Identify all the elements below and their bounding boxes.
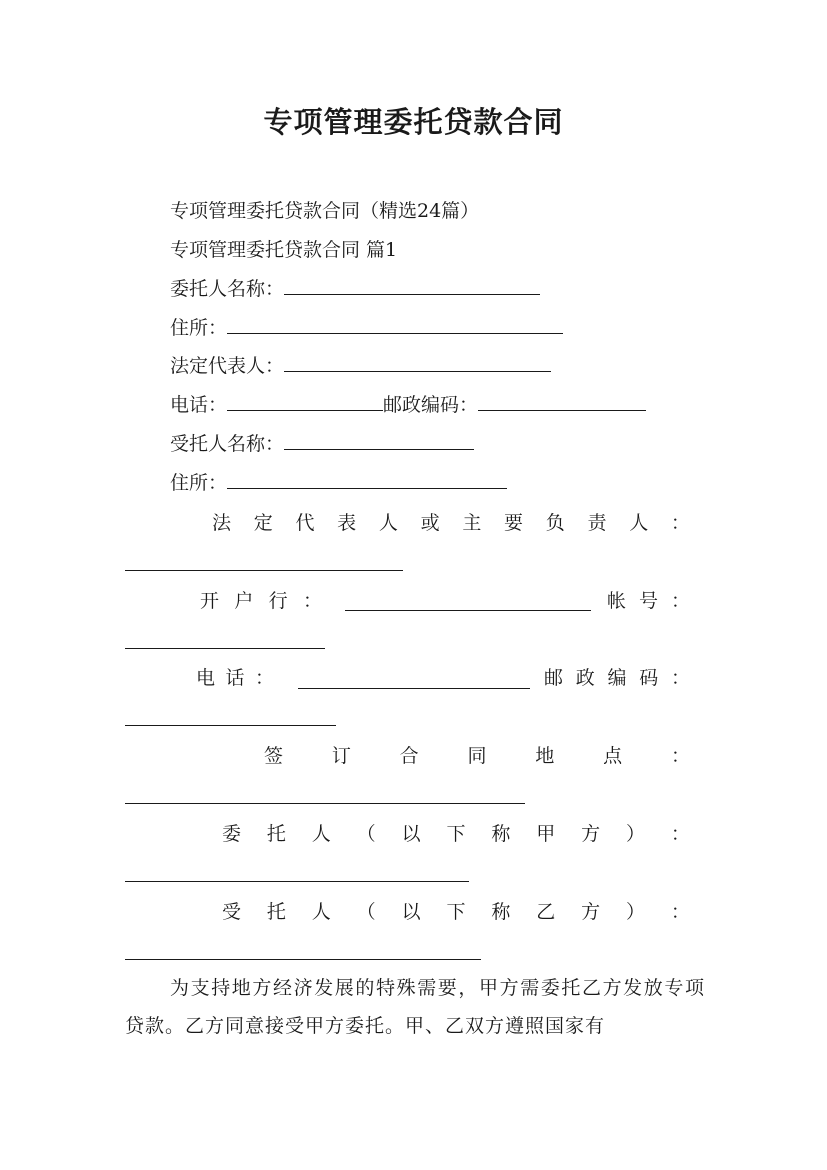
phone1-label: 电话： bbox=[170, 394, 228, 416]
char: 方 bbox=[581, 823, 601, 845]
document-title: 专项管理委托贷款合同 bbox=[263, 105, 564, 139]
phone1-blank[interactable] bbox=[227, 392, 383, 411]
char: （ bbox=[356, 901, 376, 923]
char: 委 bbox=[222, 823, 242, 845]
address2-blank[interactable] bbox=[227, 470, 507, 489]
address1-row bbox=[170, 315, 563, 341]
char: （ bbox=[356, 823, 376, 845]
legal-or-main-row bbox=[212, 510, 690, 536]
char: 地 bbox=[535, 745, 555, 767]
address2-row bbox=[170, 470, 507, 496]
char: 托 bbox=[266, 823, 286, 845]
section-heading: 专项管理委托贷款合同 篇1 bbox=[170, 239, 398, 261]
account-blank[interactable] bbox=[125, 647, 325, 649]
char: 乙 bbox=[536, 901, 556, 923]
char: 开 bbox=[200, 590, 220, 612]
char: ） bbox=[626, 823, 646, 845]
sign-place-row bbox=[264, 743, 690, 769]
char: 点 bbox=[603, 745, 623, 767]
char: ） bbox=[626, 901, 646, 923]
char: 码 bbox=[639, 667, 659, 689]
char: ： bbox=[302, 590, 322, 612]
char: 表 bbox=[337, 512, 357, 534]
char: 号 bbox=[638, 590, 658, 612]
postal2-blank[interactable] bbox=[125, 724, 336, 726]
principal-name-blank[interactable] bbox=[284, 276, 540, 295]
phone2-blank[interactable] bbox=[298, 687, 530, 689]
postal2-label bbox=[544, 665, 690, 691]
char: 人 bbox=[311, 823, 331, 845]
party-b-row bbox=[222, 899, 690, 925]
char: 话 bbox=[225, 667, 245, 689]
char: ： bbox=[670, 823, 690, 845]
char: 同 bbox=[467, 745, 487, 767]
char: 负 bbox=[545, 512, 565, 534]
char: 下 bbox=[446, 823, 466, 845]
phone1-row bbox=[170, 392, 646, 418]
char: 以 bbox=[401, 901, 421, 923]
char: 方 bbox=[581, 901, 601, 923]
char: 托 bbox=[266, 901, 286, 923]
char: 称 bbox=[491, 823, 511, 845]
char: 帐 bbox=[607, 590, 627, 612]
legal-rep-label: 法定代表人： bbox=[170, 355, 285, 377]
char: 合 bbox=[399, 745, 419, 767]
char: 政 bbox=[575, 667, 595, 689]
bank-label bbox=[200, 588, 322, 614]
char: 主 bbox=[462, 512, 482, 534]
char: 称 bbox=[491, 901, 511, 923]
char: 人 bbox=[629, 512, 649, 534]
char: 或 bbox=[420, 512, 440, 534]
char: 要 bbox=[504, 512, 524, 534]
address1-label: 住所： bbox=[170, 317, 228, 339]
char: 签 bbox=[264, 745, 284, 767]
char: 代 bbox=[295, 512, 315, 534]
principal-name-label: 委托人名称： bbox=[170, 278, 285, 300]
legal-rep-row bbox=[170, 353, 551, 379]
char: ： bbox=[670, 901, 690, 923]
char: 受 bbox=[222, 901, 242, 923]
intro-line: 专项管理委托贷款合同（精选24篇） bbox=[170, 200, 480, 222]
legal-or-main-blank[interactable] bbox=[125, 569, 403, 571]
char: ： bbox=[670, 667, 690, 689]
trustee-name-label: 受托人名称： bbox=[170, 433, 285, 455]
postal1-label: 邮政编码： bbox=[383, 394, 479, 416]
trustee-name-row bbox=[170, 431, 474, 457]
char: 户 bbox=[234, 590, 254, 612]
sign-place-blank[interactable] bbox=[125, 802, 525, 804]
char: 以 bbox=[401, 823, 421, 845]
char: 订 bbox=[331, 745, 351, 767]
char: 电 bbox=[196, 667, 216, 689]
party-b-blank[interactable] bbox=[125, 958, 481, 960]
char: 编 bbox=[607, 667, 627, 689]
address2-label: 住所： bbox=[170, 472, 228, 494]
char: ： bbox=[670, 512, 690, 534]
char: 人 bbox=[311, 901, 331, 923]
postal1-blank[interactable] bbox=[478, 392, 646, 411]
char: 甲 bbox=[536, 823, 556, 845]
char: ： bbox=[670, 745, 690, 767]
char: 法 bbox=[212, 512, 232, 534]
trustee-name-blank[interactable] bbox=[284, 431, 474, 450]
char: ： bbox=[254, 667, 274, 689]
bank-blank[interactable] bbox=[345, 609, 591, 611]
char: 邮 bbox=[544, 667, 564, 689]
account-label bbox=[607, 588, 690, 614]
address1-blank[interactable] bbox=[227, 315, 563, 334]
legal-rep-blank[interactable] bbox=[284, 353, 551, 372]
principal-name-row bbox=[170, 276, 540, 302]
char: ： bbox=[670, 590, 690, 612]
party-a-blank[interactable] bbox=[125, 880, 469, 882]
char: 定 bbox=[253, 512, 273, 534]
party-a-row bbox=[222, 821, 690, 847]
phone2-label bbox=[196, 665, 274, 691]
char: 下 bbox=[446, 901, 466, 923]
char: 行 bbox=[268, 590, 288, 612]
body-paragraph: 为支持地方经济发展的特殊需要，甲方需委托乙方发放专项贷款。乙方同意接受甲方委托。甲、乙双方遵照国家有 bbox=[125, 977, 705, 1037]
char: 人 bbox=[378, 512, 398, 534]
char: 责 bbox=[587, 512, 607, 534]
